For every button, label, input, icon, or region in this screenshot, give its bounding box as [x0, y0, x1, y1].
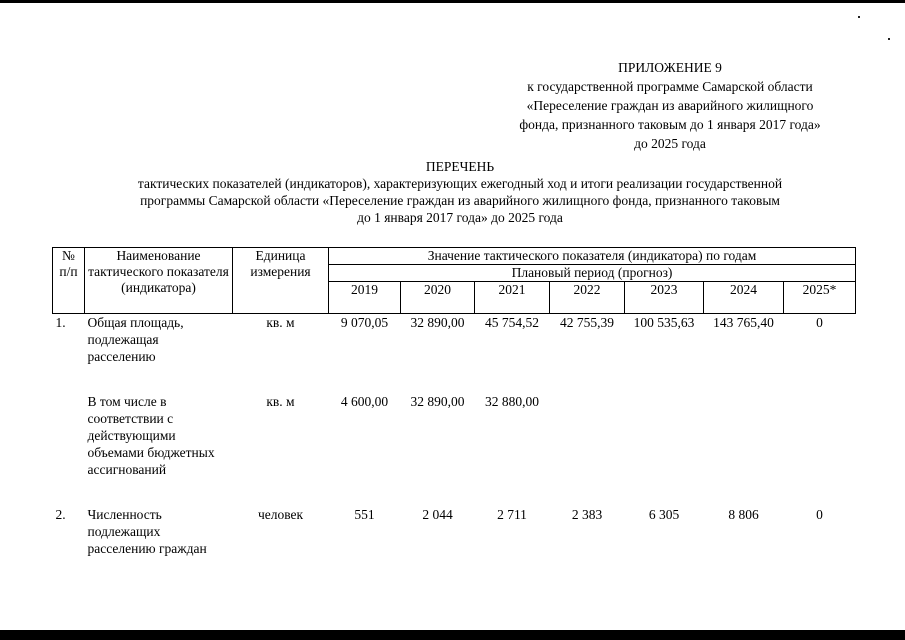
row-unit: кв. м	[266, 394, 295, 409]
row-value	[550, 393, 625, 478]
row-value: 8 806	[728, 507, 759, 522]
row-name: Общая площадь, подлежащая расселению	[87, 315, 184, 364]
row-value: 6 305	[648, 507, 680, 522]
row-value	[625, 393, 704, 478]
appendix-line: «Переселение граждан из аварийного жилищного	[526, 98, 814, 113]
scan-speck	[858, 16, 860, 18]
top-border-line	[0, 0, 905, 3]
row-value	[704, 393, 784, 478]
header-year: 2021	[475, 282, 550, 314]
row-value: 2 383	[571, 507, 603, 522]
header-values-by-year: Значение тактического показателя (индикатора) по годам	[329, 248, 856, 265]
header-name: Наименование тактического показателя (индикатора)	[85, 248, 233, 314]
appendix-line: фонда, признанного таковым до 1 января 2017 года»	[519, 117, 821, 132]
row-number: 2.	[55, 507, 66, 522]
row-name: В том числе в соответствии с действующими объемами бюджетных ассигнований	[87, 394, 215, 477]
header-plan-period: Плановый период (прогноз)	[329, 265, 856, 282]
bottom-border-line	[0, 630, 905, 640]
indicators-table	[52, 247, 856, 557]
row-spacer	[53, 478, 856, 506]
row-value: 32 890,00	[410, 394, 465, 409]
row-value: 32 890,00	[410, 315, 465, 330]
header-year: 2019	[329, 282, 401, 314]
row-value: 9 070,05	[340, 315, 389, 330]
appendix-line: к государственной программе Самарской области	[527, 79, 813, 94]
document-title: ПЕРЕЧЕНЬ	[425, 159, 495, 174]
row-value: 100 535,63	[633, 315, 695, 330]
row-value: 45 754,52	[485, 315, 539, 330]
header-year: 2023	[625, 282, 704, 314]
row-value: 2 044	[422, 507, 453, 522]
row-number: 1.	[55, 315, 66, 330]
header-num: № п/п	[53, 248, 85, 314]
row-spacer	[53, 365, 856, 393]
row-unit: кв. м	[266, 315, 295, 330]
row-number	[53, 393, 85, 478]
table-row	[53, 506, 856, 557]
row-value: 0	[816, 507, 823, 522]
row-unit: человек	[257, 507, 304, 522]
header-year: 2022	[550, 282, 625, 314]
appendix-line: до 2025 года	[634, 136, 706, 151]
row-value	[784, 393, 856, 478]
row-value: 551	[354, 507, 375, 522]
appendix-header	[470, 58, 870, 153]
appendix-number: ПРИЛОЖЕНИЕ 9	[618, 60, 722, 75]
row-value: 32 880,00	[485, 394, 539, 409]
document-subtitle-line: тактических показателей (индикаторов), характеризующих ежегодный ход и итоги реализации государственной	[137, 176, 783, 191]
header-year: 2025*	[784, 282, 856, 314]
row-value: 4 600,00	[340, 394, 389, 409]
row-value: 2 711	[497, 507, 527, 522]
row-value: 143 765,40	[713, 315, 774, 330]
scan-speck	[888, 38, 890, 40]
document-subtitle-line: до 1 января 2017 года» до 2025 года	[357, 210, 563, 225]
header-year: 2024	[704, 282, 784, 314]
table-row	[53, 393, 856, 478]
header-unit: Единица измерения	[233, 248, 329, 314]
row-value: 42 755,39	[560, 315, 614, 330]
table-row	[53, 314, 856, 366]
header-year: 2020	[401, 282, 475, 314]
row-name: Численность подлежащих расселению граждан	[87, 507, 207, 556]
document-heading	[60, 158, 860, 226]
row-value: 0	[816, 315, 823, 330]
document-subtitle-line: программы Самарской области «Переселение граждан из аварийного жилищного фонда, признанного таковым	[140, 193, 780, 208]
